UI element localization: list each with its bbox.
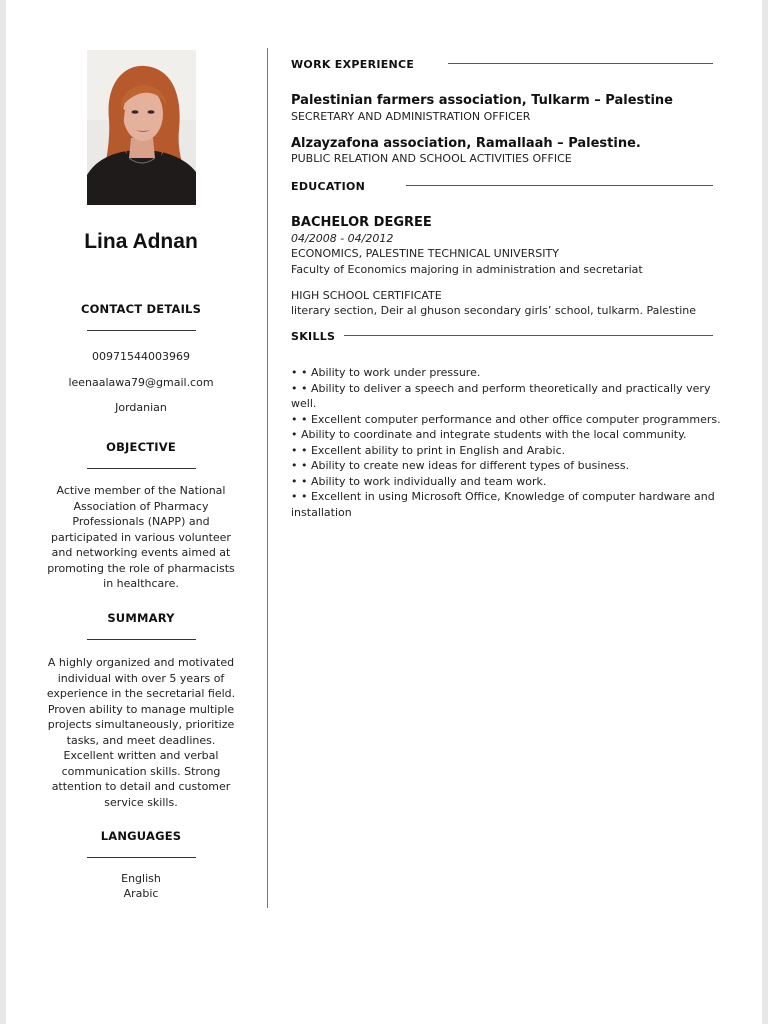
job-2-role: PUBLIC RELATION AND SCHOOL ACTIVITIES OFFICE — [291, 152, 572, 165]
degree-dates: 04/2008 - 04/2012 — [291, 232, 394, 245]
summary-rule — [87, 639, 196, 640]
skill-item: • • Ability to work under pressure. — [291, 366, 481, 379]
skill-item: • • Excellent ability to print in English and Arabic. — [291, 443, 566, 457]
languages-rule — [87, 857, 196, 858]
contact-section-title: CONTACT DETAILS — [80, 302, 202, 316]
work-rule — [448, 63, 713, 64]
degree-field: ECONOMICS, PALESTINE TECHNICAL UNIVERSITY — [291, 247, 559, 260]
work-section-title: WORK EXPERIENCE — [291, 58, 415, 71]
high-school-title: HIGH SCHOOL CERTIFICATE — [291, 289, 442, 302]
profile-photo — [87, 50, 196, 205]
skills-list — [291, 365, 721, 520]
skill-item: • • Excellent in using Microsoft Office, Knowledge of computer hardware and installation — [291, 490, 715, 519]
skill-item: • Ability to coordinate and integrate students with the local community. — [291, 428, 687, 441]
job-1-organization: Palestinian farmers association, Tulkarm – Palestine — [291, 93, 673, 108]
job-1-role: SECRETARY AND ADMINISTRATION OFFICER — [291, 110, 531, 123]
skill-item: • • Excellent computer performance and other office computer programmers. — [291, 412, 721, 426]
objective-text: Active member of the National Association of Pharmacy Professionals (NAPP) and participated in various volunteer and networking events aimed at promoting the role of pharmacists in healthcare. — [47, 484, 235, 590]
language-english: English — [121, 872, 161, 885]
degree-detail: Faculty of Economics majoring in administration and secretariat — [291, 263, 643, 276]
skills-rule — [344, 335, 713, 336]
language-arabic: Arabic — [123, 887, 159, 900]
objective-rule — [87, 468, 196, 469]
contact-nationality: Jordanian — [115, 401, 167, 414]
education-rule — [406, 185, 713, 186]
skill-item: • • Ability to work individually and team work. — [291, 474, 547, 488]
education-section-title: EDUCATION — [291, 180, 366, 193]
contact-rule — [87, 330, 196, 331]
summary-section-title: SUMMARY — [107, 611, 175, 625]
summary-text: A highly organized and motivated individual with over 5 years of experience in the secretarial field. Proven ability to manage multiple projects simultaneously, prioritize tasks, and meet deadlines. Excellent written and verbal communication skills. Strong attention to detail and customer service skills. — [46, 656, 236, 809]
skills-section-title: SKILLS — [291, 330, 336, 343]
skill-item: • • Ability to deliver a speech and perform theoretically and practically very well. — [291, 381, 711, 410]
languages-section-title: LANGUAGES — [100, 829, 182, 843]
skill-item: • • Ability to create new ideas for different types of business. — [291, 459, 630, 472]
column-divider — [267, 48, 268, 908]
job-2-organization: Alzayzafona association, Ramallaah – Palestine. — [291, 136, 641, 151]
high-school-detail: literary section, Deir al ghuson secondary girls’ school, tulkarm. Palestine — [291, 304, 696, 317]
candidate-name: Lina Adnan — [84, 230, 198, 253]
resume-page — [6, 0, 762, 1024]
contact-email: leenaalawa79@gmail.com — [68, 376, 214, 389]
objective-section-title: OBJECTIVE — [106, 440, 176, 454]
contact-phone: 00971544003969 — [92, 350, 190, 363]
degree-title: BACHELOR DEGREE — [291, 215, 432, 230]
